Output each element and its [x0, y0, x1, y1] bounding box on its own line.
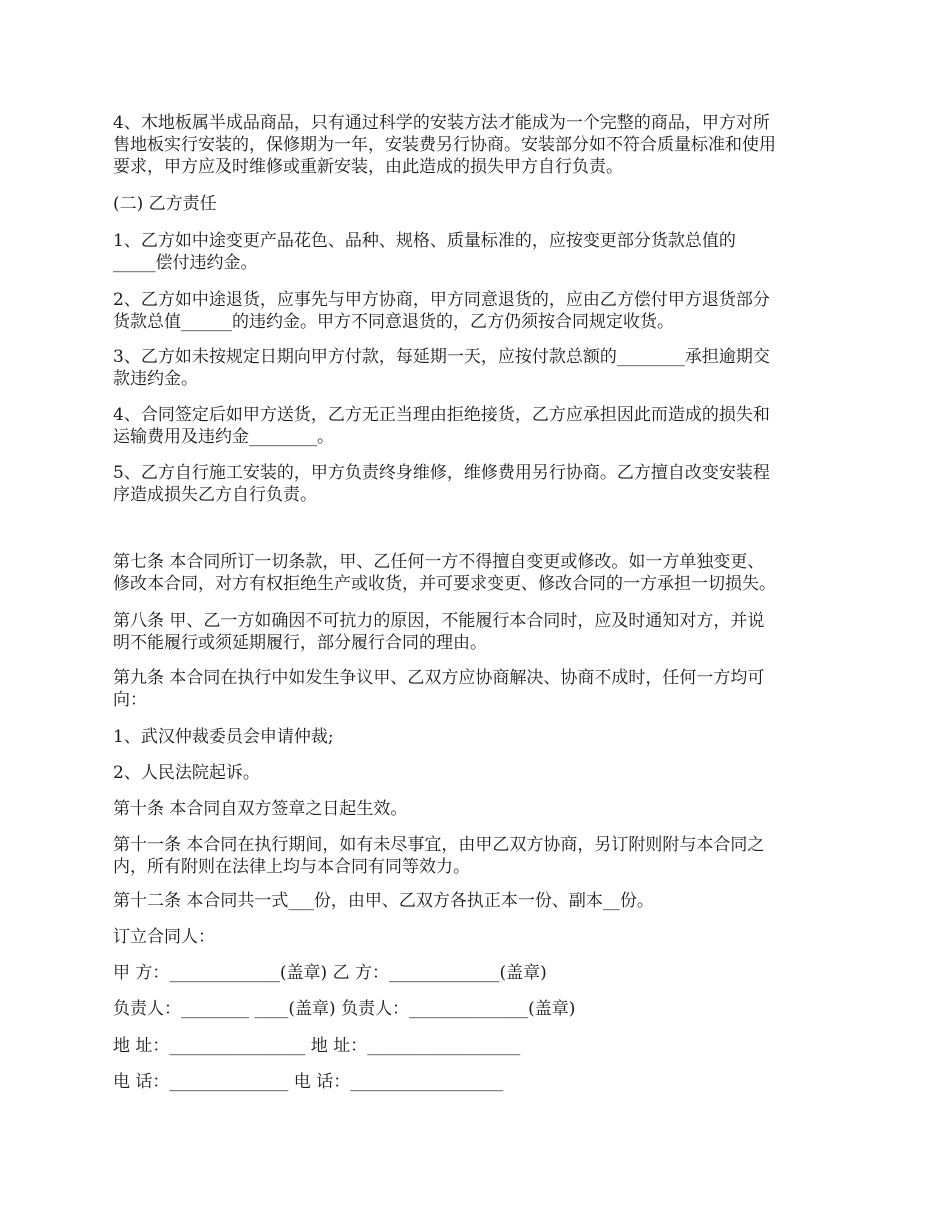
signature-party-line: 甲 方：_____________(盖章) 乙 方：_____________(盖章)	[113, 963, 547, 983]
text-line: 款违约金。	[113, 369, 198, 389]
clause-a4	[113, 112, 843, 178]
text-line: 内，所有附则在法律上均与本合同有同等效力。	[113, 857, 470, 877]
signers-heading: 订立合同人：	[113, 927, 215, 947]
text-line: 2、乙方如中途退货，应事先与甲方协商，甲方同意退货的，应由乙方偿付甲方退货部分	[113, 290, 770, 310]
article-12: 第十二条 本合同共一式___份，由甲、乙双方各执正本一份、副本__份。	[113, 891, 654, 911]
clause-b4	[113, 404, 843, 448]
text-line: 修改本合同，对方有权拒绝生产或收货，并可要求变更、修改合同的一方承担一切损失。	[113, 574, 776, 594]
article-9-option-2: 2、人民法院起诉。	[113, 763, 260, 783]
signature-address-line: 地 址：________________ 地 址：__________________	[113, 1036, 521, 1056]
text-line: 第九条 本合同在执行中如发生争议甲、乙双方应协商解决、协商不成时，任何一方均可	[113, 668, 765, 688]
text-line: 第八条 甲、乙一方如确因不可抗力的原因，不能履行本合同时，应及时通知对方，并说	[113, 611, 765, 631]
text-line: 运输费用及违约金________。	[113, 427, 334, 447]
clause-b1	[113, 230, 843, 274]
text-line: 第七条 本合同所订一切条款，甲、乙任何一方不得擅自变更或修改。如一方单独变更、	[113, 552, 765, 572]
clause-b2	[113, 289, 843, 333]
clause-b5	[113, 462, 843, 506]
text-line: 售地板实行安装的，保修期为一年，安装费另行协商。安装部分如不符合质量标准和使用	[113, 135, 776, 155]
section-heading-party-b: (二) 乙方责任	[113, 194, 217, 214]
text-line: _____偿付违约金。	[113, 253, 258, 273]
article-11	[113, 834, 843, 878]
clause-b3	[113, 346, 843, 390]
text-line: 货款总值______的违约金。甲方不同意退货的，乙方仍须按合同规定收货。	[113, 312, 674, 332]
text-line: 要求，甲方应及时维修或重新安装，由此造成的损失甲方自行负责。	[113, 157, 623, 177]
article-9	[113, 667, 843, 711]
text-line: 向：	[113, 690, 147, 710]
text-line: 第十一条 本合同在执行期间，如有未尽事宜，由甲乙双方协商，另订附则附与本合同之	[113, 835, 765, 855]
signature-responsible-line: 负责人：________ ____(盖章) 负责人：______________(盖章)	[113, 999, 576, 1019]
signature-phone-line: 电 话：______________ 电 话：__________________	[113, 1072, 504, 1092]
text-line: 4、合同签定后如甲方送货，乙方无正当理由拒绝接货，乙方应承担因此而造成的损失和	[113, 405, 770, 425]
text-line: 明不能履行或须延期履行，部分履行合同的理由。	[113, 633, 487, 653]
text-line: 3、乙方如未按规定日期向甲方付款，每延期一天，应按付款总额的________承担逾期交	[113, 347, 770, 367]
text-line: 5、乙方自行施工安装的，甲方负责终身维修，维修费用另行协商。乙方擅自改变安装程	[113, 463, 770, 483]
text-line: 4、木地板属半成品商品，只有通过科学的安装方法才能成为一个完整的商品，甲方对所	[113, 113, 770, 133]
article-9-option-1: 1、武汉仲裁委员会申请仲裁;	[113, 727, 334, 747]
text-line: 序造成损失乙方自行负责。	[113, 485, 317, 505]
article-8	[113, 610, 843, 654]
text-line: 1、乙方如中途变更产品花色、品种、规格、质量标准的，应按变更部分货款总值的	[113, 231, 736, 251]
article-10: 第十条 本合同自双方签章之日起生效。	[113, 799, 408, 819]
article-7	[113, 551, 843, 595]
